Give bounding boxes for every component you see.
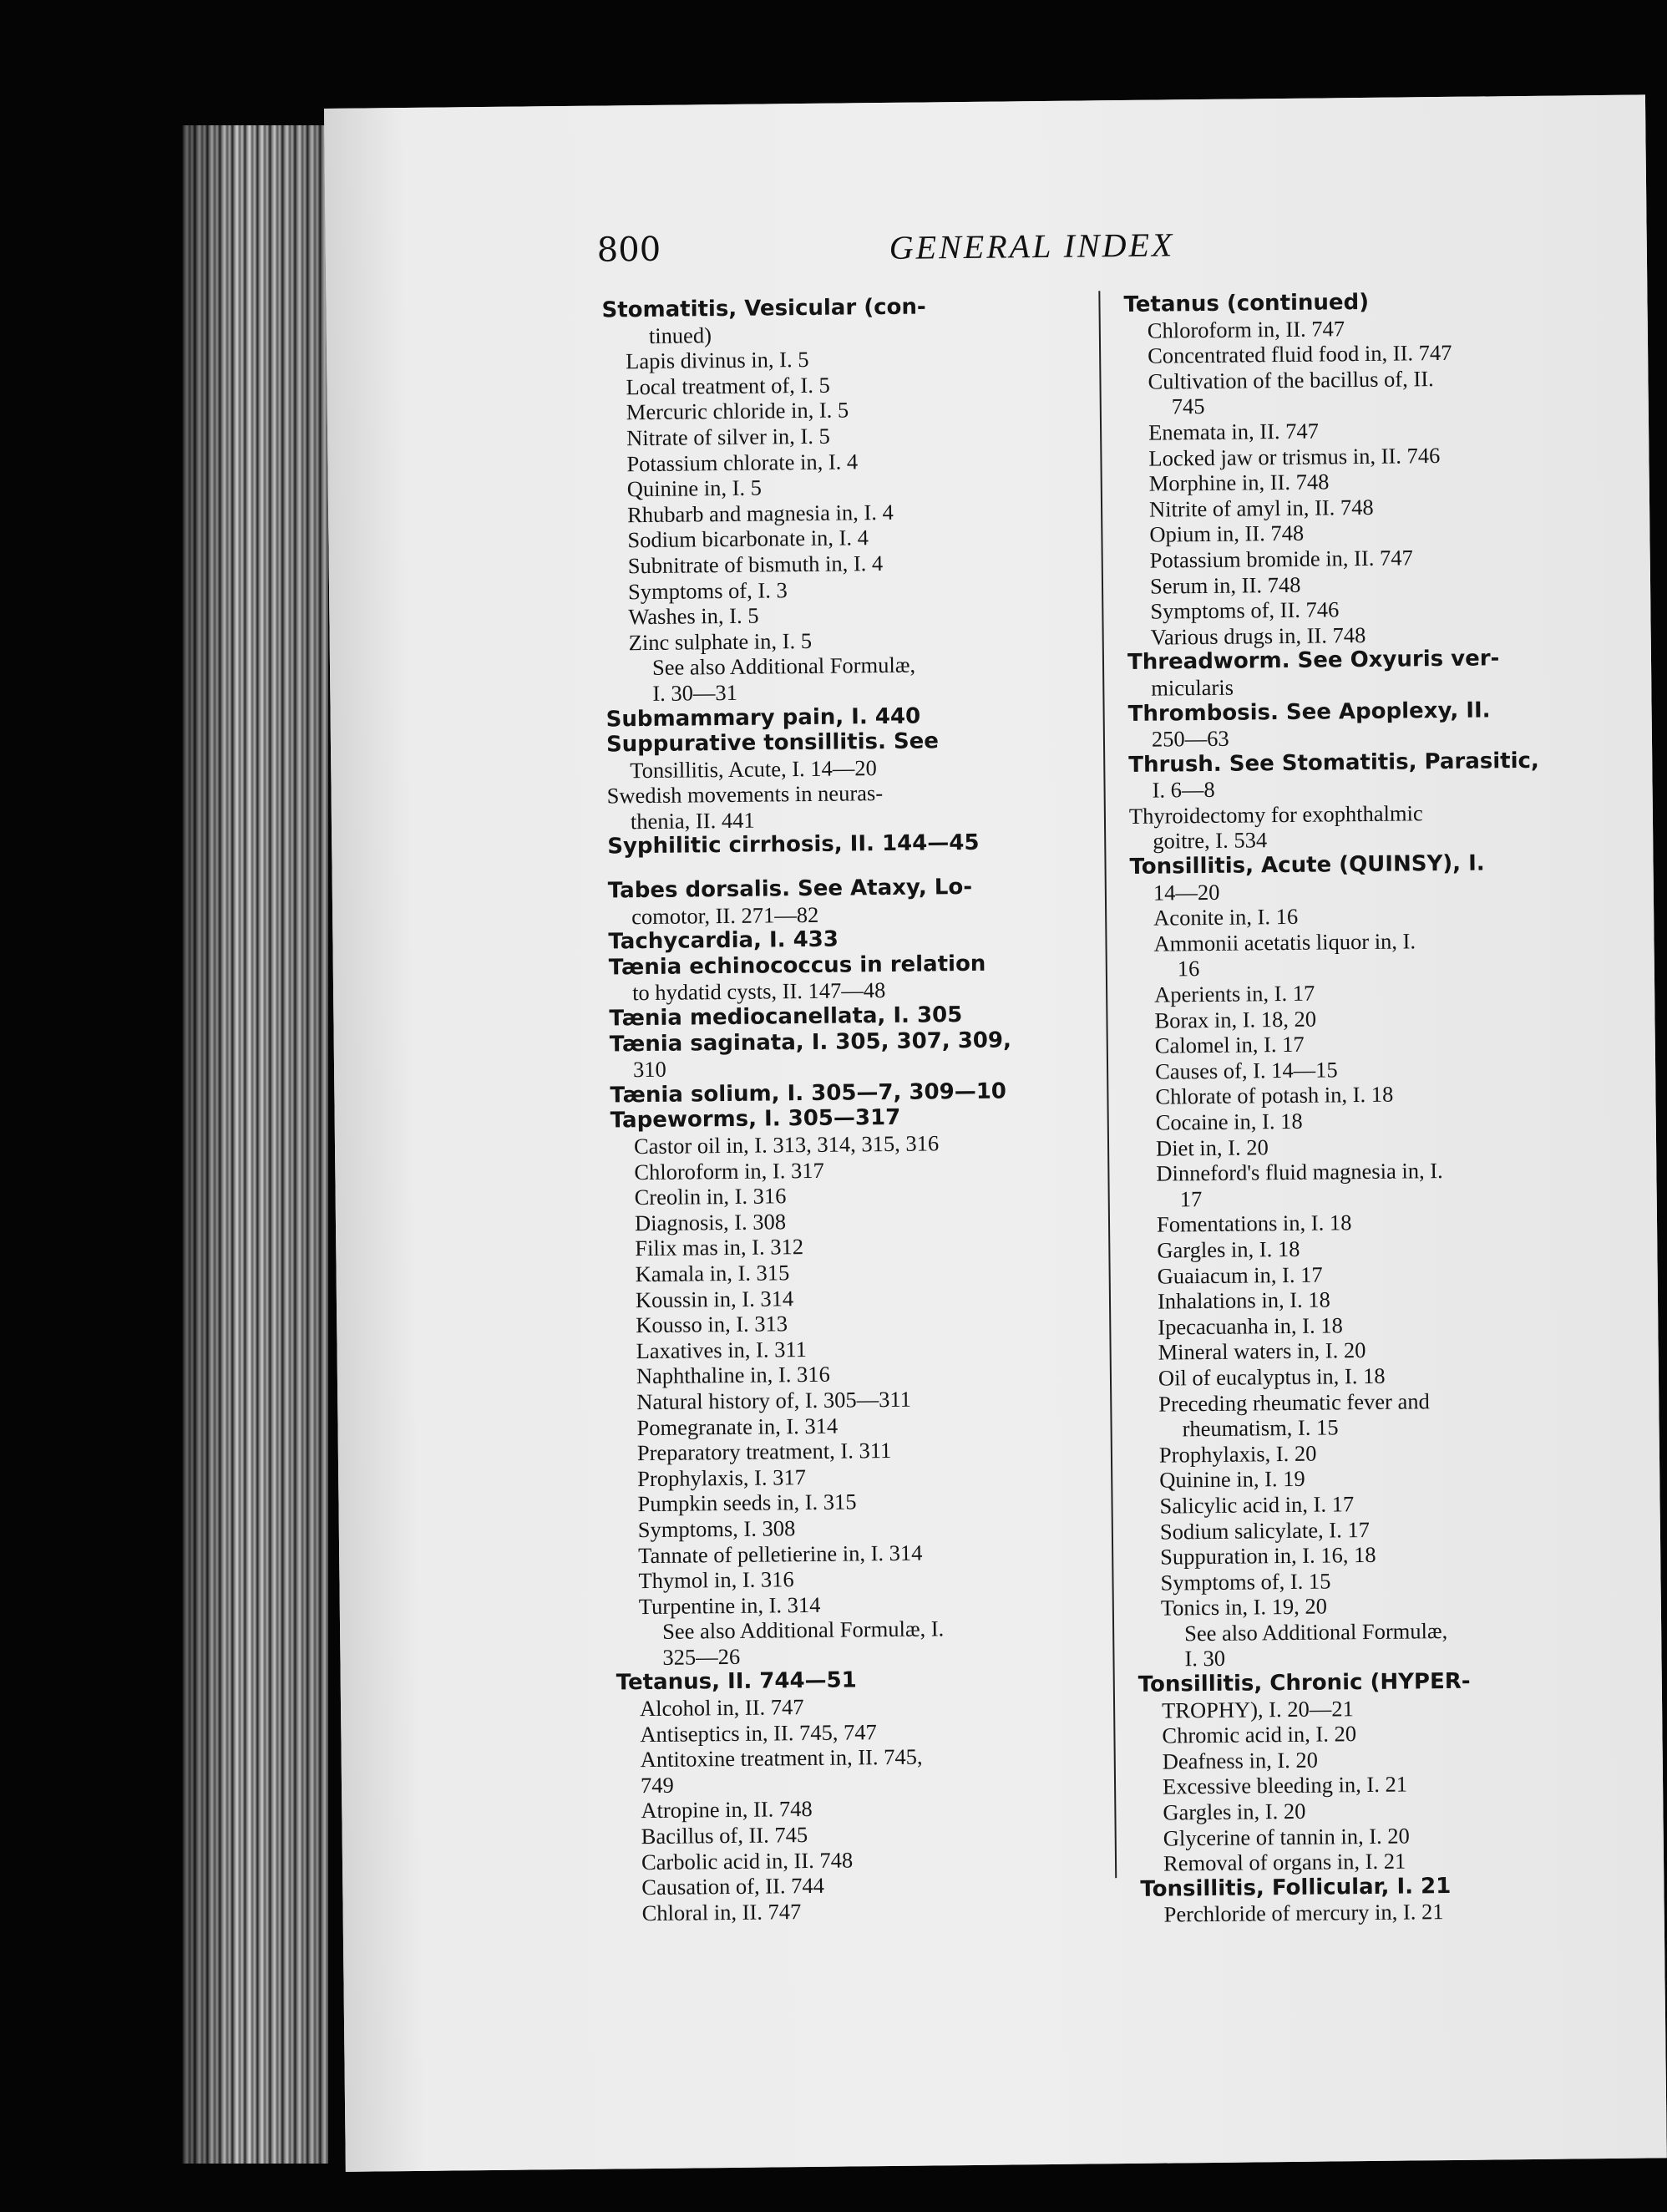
index-subentry: Mineral waters in, I. 20: [1158, 1337, 1366, 1365]
index-heading: Tapeworms, I. 305—317: [610, 1105, 901, 1134]
index-subentry: Perchloride of mercury in, I. 21: [1163, 1899, 1444, 1927]
index-subentry: Filix mas in, I. 312: [635, 1234, 804, 1261]
index-subentry: Prophylaxis, I. 20: [1158, 1440, 1317, 1468]
index-subentry: 325—26: [662, 1643, 741, 1670]
index-subentry: 14—20: [1153, 879, 1220, 906]
index-subentry: Sodium bicarbonate in, I. 4: [627, 525, 869, 553]
index-subentry: Enemata in, II. 747: [1148, 418, 1320, 445]
index-subentry: Cocaine in, I. 18: [1155, 1108, 1303, 1135]
index-heading: Threadworm. See Oxyuris ver-: [1127, 646, 1500, 676]
index-heading: Thrombosis. See Apoplexy, II.: [1127, 697, 1491, 727]
index-heading: Stomatitis, Vesicular (con-: [601, 294, 926, 323]
index-subentry: Concentrated fluid food in, II. 747: [1147, 340, 1452, 368]
index-subentry: Kamala in, I. 315: [635, 1260, 790, 1287]
index-subentry: Serum in, II. 748: [1149, 571, 1301, 599]
index-subentry: Nitrate of silver in, I. 5: [626, 423, 830, 451]
index-subentry: Symptoms of, I. 15: [1160, 1568, 1331, 1596]
index-subentry: See also Additional Formulæ,: [651, 652, 916, 681]
index-heading: Tænia saginata, I. 305, 307, 309,: [609, 1027, 1012, 1058]
index-subentry: Various drugs in, II. 748: [1150, 621, 1366, 650]
index-subentry: Opium in, II. 748: [1149, 520, 1305, 548]
index-heading: Tabes dorsalis. See Ataxy, Lo-: [607, 874, 973, 904]
index-heading: Tænia echinococcus in relation: [608, 951, 986, 981]
index-subentry: 745: [1171, 393, 1205, 419]
index-subentry: Chloroform in, II. 747: [1147, 315, 1345, 343]
page-number: 800: [596, 230, 661, 270]
index-subentry: Zinc sulphate in, I. 5: [628, 627, 813, 655]
index-heading: Tonsillitis, Acute (QUINSY), I.: [1129, 850, 1485, 880]
index-subentry: Laxatives in, I. 311: [636, 1336, 808, 1363]
index-subentry: Natural history of, I. 305—311: [636, 1386, 912, 1415]
index-subentry: Aperients in, I. 17: [1154, 980, 1315, 1007]
index-subentry: Quinine in, I. 19: [1159, 1466, 1305, 1493]
index-subentry: Thyroidectomy for exophthalmic: [1128, 800, 1423, 829]
index-subentry: Kousso in, I. 313: [636, 1311, 788, 1338]
index-subentry: micularis: [1151, 674, 1234, 701]
index-heading: Tonsillitis, Chronic (HYPER-: [1138, 1668, 1471, 1697]
index-subentry: Tonics in, I. 19, 20: [1160, 1593, 1328, 1621]
index-heading: Tænia solium, I. 305—7, 309—10: [610, 1078, 1007, 1109]
index-subentry: 17: [1179, 1185, 1203, 1212]
index-subentry: Ipecacuanha in, I. 18: [1158, 1312, 1343, 1340]
index-subentry: I. 6—8: [1152, 777, 1215, 803]
index-subentry: Locked jaw or trismus in, II. 746: [1148, 442, 1441, 471]
index-subentry: Pumpkin seeds in, I. 315: [637, 1489, 857, 1517]
index-subentry: Morphine in, II. 748: [1148, 469, 1330, 496]
page-header: [597, 222, 1433, 289]
index-subentry: Oil of eucalyptus in, I. 18: [1158, 1362, 1386, 1391]
index-subentry: Excessive bleeding in, I. 21: [1162, 1771, 1408, 1800]
index-subentry: Dinneford's fluid magnesia in, I.: [1156, 1158, 1443, 1186]
index-subentry: Calomel in, I. 17: [1154, 1031, 1305, 1058]
index-subentry: Inhalations in, I. 18: [1157, 1286, 1330, 1314]
index-subentry: Rhubarb and magnesia in, I. 4: [626, 499, 894, 527]
index-heading: Thrush. See Stomatitis, Parasitic,: [1128, 748, 1539, 778]
index-subentry: Antiseptics in, II. 745, 747: [640, 1718, 877, 1747]
index-subentry: Deafness in, I. 20: [1162, 1747, 1319, 1774]
index-subentry: Potassium chlorate in, I. 4: [626, 448, 859, 476]
book-page: [324, 94, 1667, 2171]
index-column-left: [601, 293, 1086, 1926]
index-subentry: Preceding rheumatic fever and: [1158, 1388, 1430, 1417]
index-subentry: I. 30—31: [652, 679, 738, 706]
index-subentry: Salicylic acid in, I. 17: [1159, 1491, 1355, 1519]
index-subentry: Guaiacum in, I. 17: [1157, 1261, 1323, 1289]
index-subentry: Mercuric chloride in, I. 5: [626, 397, 849, 425]
index-column-right: [1123, 287, 1608, 1928]
index-subentry: Alcohol in, II. 747: [639, 1694, 804, 1722]
index-subentry: tinued): [648, 322, 712, 348]
index-subentry: Diet in, I. 20: [1155, 1134, 1269, 1161]
index-heading: Tetanus, II. 744—51: [616, 1667, 857, 1696]
index-subentry: Quinine in, I. 5: [626, 474, 763, 502]
index-subentry: 310: [632, 1056, 666, 1083]
index-subentry: See also Additional Formulæ,: [1184, 1617, 1448, 1646]
index-subentry: 250—63: [1151, 725, 1229, 752]
index-subentry: Creolin in, I. 316: [634, 1183, 787, 1210]
index-subentry: Symptoms of, II. 746: [1150, 596, 1340, 624]
index-heading: Tachycardia, I. 433: [608, 926, 839, 955]
index-subentry: Chloroform in, I. 317: [634, 1157, 824, 1185]
index-heading: Submammary pain, I. 440: [605, 703, 921, 733]
index-subentry: Carbolic acid in, II. 748: [641, 1847, 854, 1875]
index-subentry: Koussin in, I. 314: [635, 1285, 794, 1312]
index-subentry: Fomentations in, I. 18: [1156, 1210, 1352, 1238]
index-subentry: Preparatory treatment, I. 311: [636, 1438, 892, 1466]
column-divider: [1098, 291, 1117, 1878]
index-subentry: Tannate of pelletierine in, I. 314: [637, 1540, 923, 1568]
index-subentry: to hydatid cysts, II. 147—48: [631, 977, 886, 1006]
index-heading: Suppurative tonsillitis. See: [605, 728, 940, 758]
running-head: GENERAL INDEX: [889, 226, 1175, 266]
book-page-edges: [182, 125, 328, 2164]
index-subentry: Chlorate of potash in, I. 18: [1155, 1082, 1394, 1110]
index-subentry: Glycerine of tannin in, I. 20: [1163, 1823, 1410, 1851]
index-subentry: Naphthaline in, I. 316: [636, 1362, 830, 1389]
index-subentry: comotor, II. 271—82: [631, 901, 819, 929]
index-subentry: Bacillus of, II. 745: [641, 1822, 808, 1849]
index-subentry: Lapis divinus in, I. 5: [626, 347, 809, 374]
index-subentry: Castor oil in, I. 313, 314, 315, 316: [633, 1130, 940, 1159]
index-subentry: Chloral in, II. 747: [641, 1898, 802, 1925]
index-subentry: Washes in, I. 5: [628, 602, 759, 630]
index-subentry: Aconite in, I. 16: [1153, 904, 1299, 931]
index-heading: Tonsillitis, Follicular, I. 21: [1140, 1873, 1452, 1902]
index-subentry: Gargles in, I. 20: [1163, 1798, 1306, 1825]
index-subentry: Suppuration in, I. 16, 18: [1160, 1541, 1376, 1570]
index-subentry: goitre, I. 534: [1153, 827, 1268, 855]
index-subentry: Symptoms of, I. 3: [627, 576, 788, 604]
index-subentry: Borax in, I. 18, 20: [1154, 1006, 1317, 1033]
index-subentry: Diagnosis, I. 308: [634, 1209, 787, 1235]
index-subentry: Symptoms, I. 308: [637, 1515, 796, 1543]
index-subentry: Turpentine in, I. 314: [638, 1591, 821, 1619]
index-subentry: Sodium salicylate, I. 17: [1159, 1516, 1371, 1545]
index-subentry: Chromic acid in, I. 20: [1162, 1721, 1357, 1748]
index-subentry: 16: [1177, 956, 1200, 982]
index-heading: Tænia mediocanellata, I. 305: [609, 1002, 963, 1032]
index-subentry: Tonsillitis, Acute, I. 14—20: [630, 754, 877, 783]
index-subentry: TROPHY), I. 20—21: [1161, 1695, 1354, 1723]
index-subentry: Causation of, II. 744: [641, 1873, 825, 1900]
index-subentry: Causes of, I. 14—15: [1154, 1057, 1338, 1084]
index-subentry: thenia, II. 441: [630, 807, 755, 835]
index-subentry: 749: [640, 1772, 674, 1798]
index-subentry: Atropine in, II. 748: [641, 1796, 813, 1824]
index-subentry: Antitoxine treatment in, II. 745,: [640, 1743, 923, 1773]
index-heading: Syphilitic cirrhosis, II. 144—45: [607, 830, 980, 860]
index-subentry: I. 30: [1184, 1646, 1226, 1672]
index-subentry: Gargles in, I. 18: [1157, 1235, 1300, 1263]
index-subentry: Subnitrate of bismuth in, I. 4: [627, 550, 884, 579]
index-subentry: rheumatism, I. 15: [1182, 1414, 1339, 1442]
index-subentry: See also Additional Formulæ, I.: [661, 1616, 945, 1645]
index-subentry: Cultivation of the bacillus of, II.: [1148, 365, 1434, 394]
index-heading: Tetanus (continued): [1123, 289, 1370, 317]
index-subentry: Prophylaxis, I. 317: [637, 1464, 807, 1491]
index-subentry: Ammonii acetatis liquor in, I.: [1153, 928, 1416, 956]
index-subentry: Swedish movements in neuras-: [606, 780, 884, 809]
index-subentry: Thymol in, I. 316: [638, 1566, 794, 1594]
index-subentry: Potassium bromide in, II. 747: [1149, 545, 1413, 573]
index-subentry: Pomegranate in, I. 314: [636, 1413, 839, 1440]
index-subentry: Nitrite of amyl in, II. 748: [1148, 494, 1374, 522]
index-subentry: Local treatment of, I. 5: [626, 372, 830, 400]
index-subentry: Removal of organs in, I. 21: [1163, 1848, 1406, 1876]
